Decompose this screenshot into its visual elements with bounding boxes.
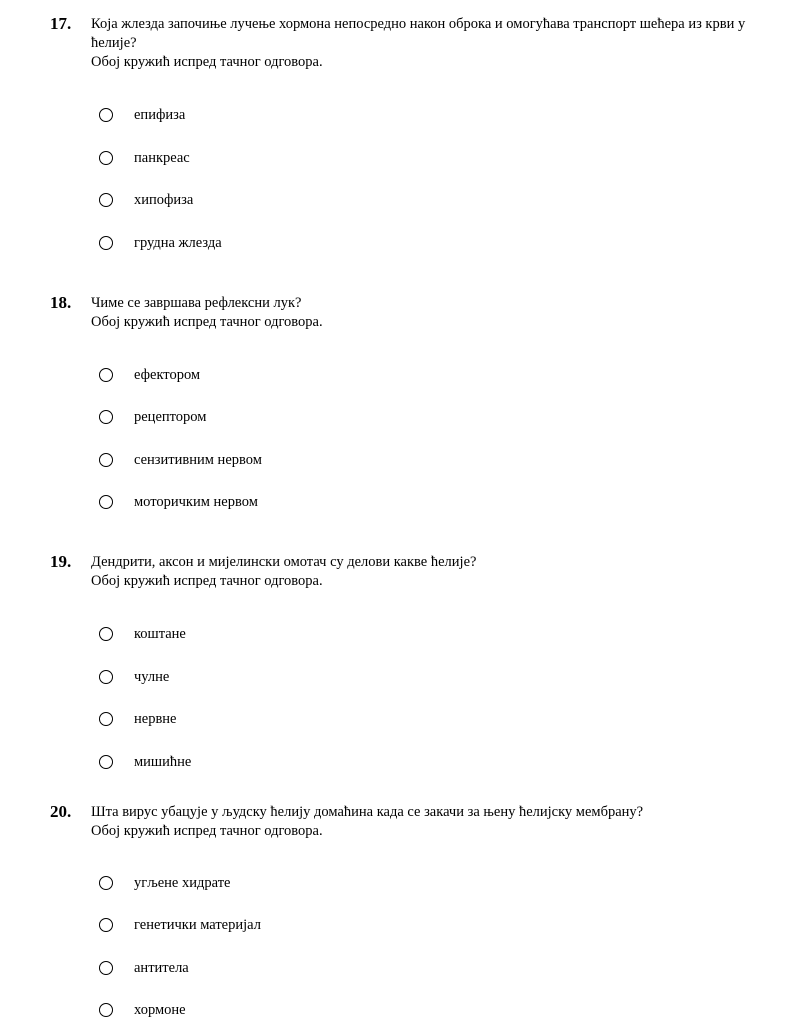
option-18-4[interactable] [99,492,258,512]
option-label: угљене хидрате [134,875,231,891]
radio-circle-icon[interactable] [99,627,113,641]
option-label: нервне [134,711,177,727]
radio-circle-icon[interactable] [99,495,113,509]
option-19-2[interactable] [99,667,169,687]
question-number: 18. [50,293,72,312]
radio-circle-icon[interactable] [99,712,113,726]
radio-circle-icon[interactable] [99,1003,113,1017]
question-line: Шта вирус убацује у људску ћелију домаћина када се закачи за њену ћелијску мембрану? [91,804,644,820]
question-instruction: Обој кружић испред тачног одговора. [91,54,323,70]
radio-circle-icon[interactable] [99,151,113,165]
radio-circle-icon[interactable] [99,368,113,382]
option-17-1[interactable] [99,105,185,125]
question-text [91,803,781,841]
question-line: Чиме се завршава рефлексни лук? [91,295,302,311]
option-20-4[interactable] [99,1000,186,1020]
option-label: епифиза [134,107,186,123]
question-instruction: Обој кружић испред тачног одговора. [91,314,323,330]
option-17-2[interactable] [99,148,190,168]
question-instruction: Обој кружић испред тачног одговора. [91,573,323,589]
option-label: антитела [134,960,189,976]
option-label: сензитивним нервом [134,452,262,468]
question-line: ћелије? [91,35,137,51]
option-label: мишићне [134,754,192,770]
radio-circle-icon[interactable] [99,918,113,932]
question-number: 19. [50,552,72,571]
option-17-3[interactable] [99,190,193,210]
question-line: Која жлезда започиње лучење хормона непосредно након оброка и омогућава транспорт шећера из крви у [91,16,746,32]
option-label: хипофиза [134,192,194,208]
option-19-3[interactable] [99,709,177,729]
question-instruction: Обој кружић испред тачног одговора. [91,823,323,839]
question-text [91,553,781,591]
question-text [91,294,781,332]
option-label: панкреас [134,150,190,166]
option-20-3[interactable] [99,958,189,978]
option-label: рецептором [134,409,207,425]
option-label: коштане [134,626,186,642]
option-17-4[interactable] [99,233,222,253]
radio-circle-icon[interactable] [99,453,113,467]
radio-circle-icon[interactable] [99,410,113,424]
option-label: ефектором [134,367,201,383]
radio-circle-icon[interactable] [99,755,113,769]
radio-circle-icon[interactable] [99,961,113,975]
option-label: грудна жлезда [134,235,222,251]
radio-circle-icon[interactable] [99,236,113,250]
question-number: 17. [50,14,72,33]
option-label: генетички материјал [134,917,261,933]
option-20-1[interactable] [99,873,230,893]
option-18-3[interactable] [99,450,262,470]
option-18-2[interactable] [99,407,206,427]
radio-circle-icon[interactable] [99,108,113,122]
radio-circle-icon[interactable] [99,670,113,684]
option-label: чулне [134,669,170,685]
question-line: Дендрити, аксон и мијелински омотач су делови какве ћелије? [91,554,477,570]
option-19-4[interactable] [99,752,191,772]
option-20-2[interactable] [99,915,261,935]
option-label: хормоне [134,1002,186,1018]
radio-circle-icon[interactable] [99,193,113,207]
question-number: 20. [50,802,72,821]
radio-circle-icon[interactable] [99,876,113,890]
option-label: моторичким нервом [134,494,258,510]
option-19-1[interactable] [99,624,186,644]
option-18-1[interactable] [99,365,200,385]
question-text [91,15,781,72]
